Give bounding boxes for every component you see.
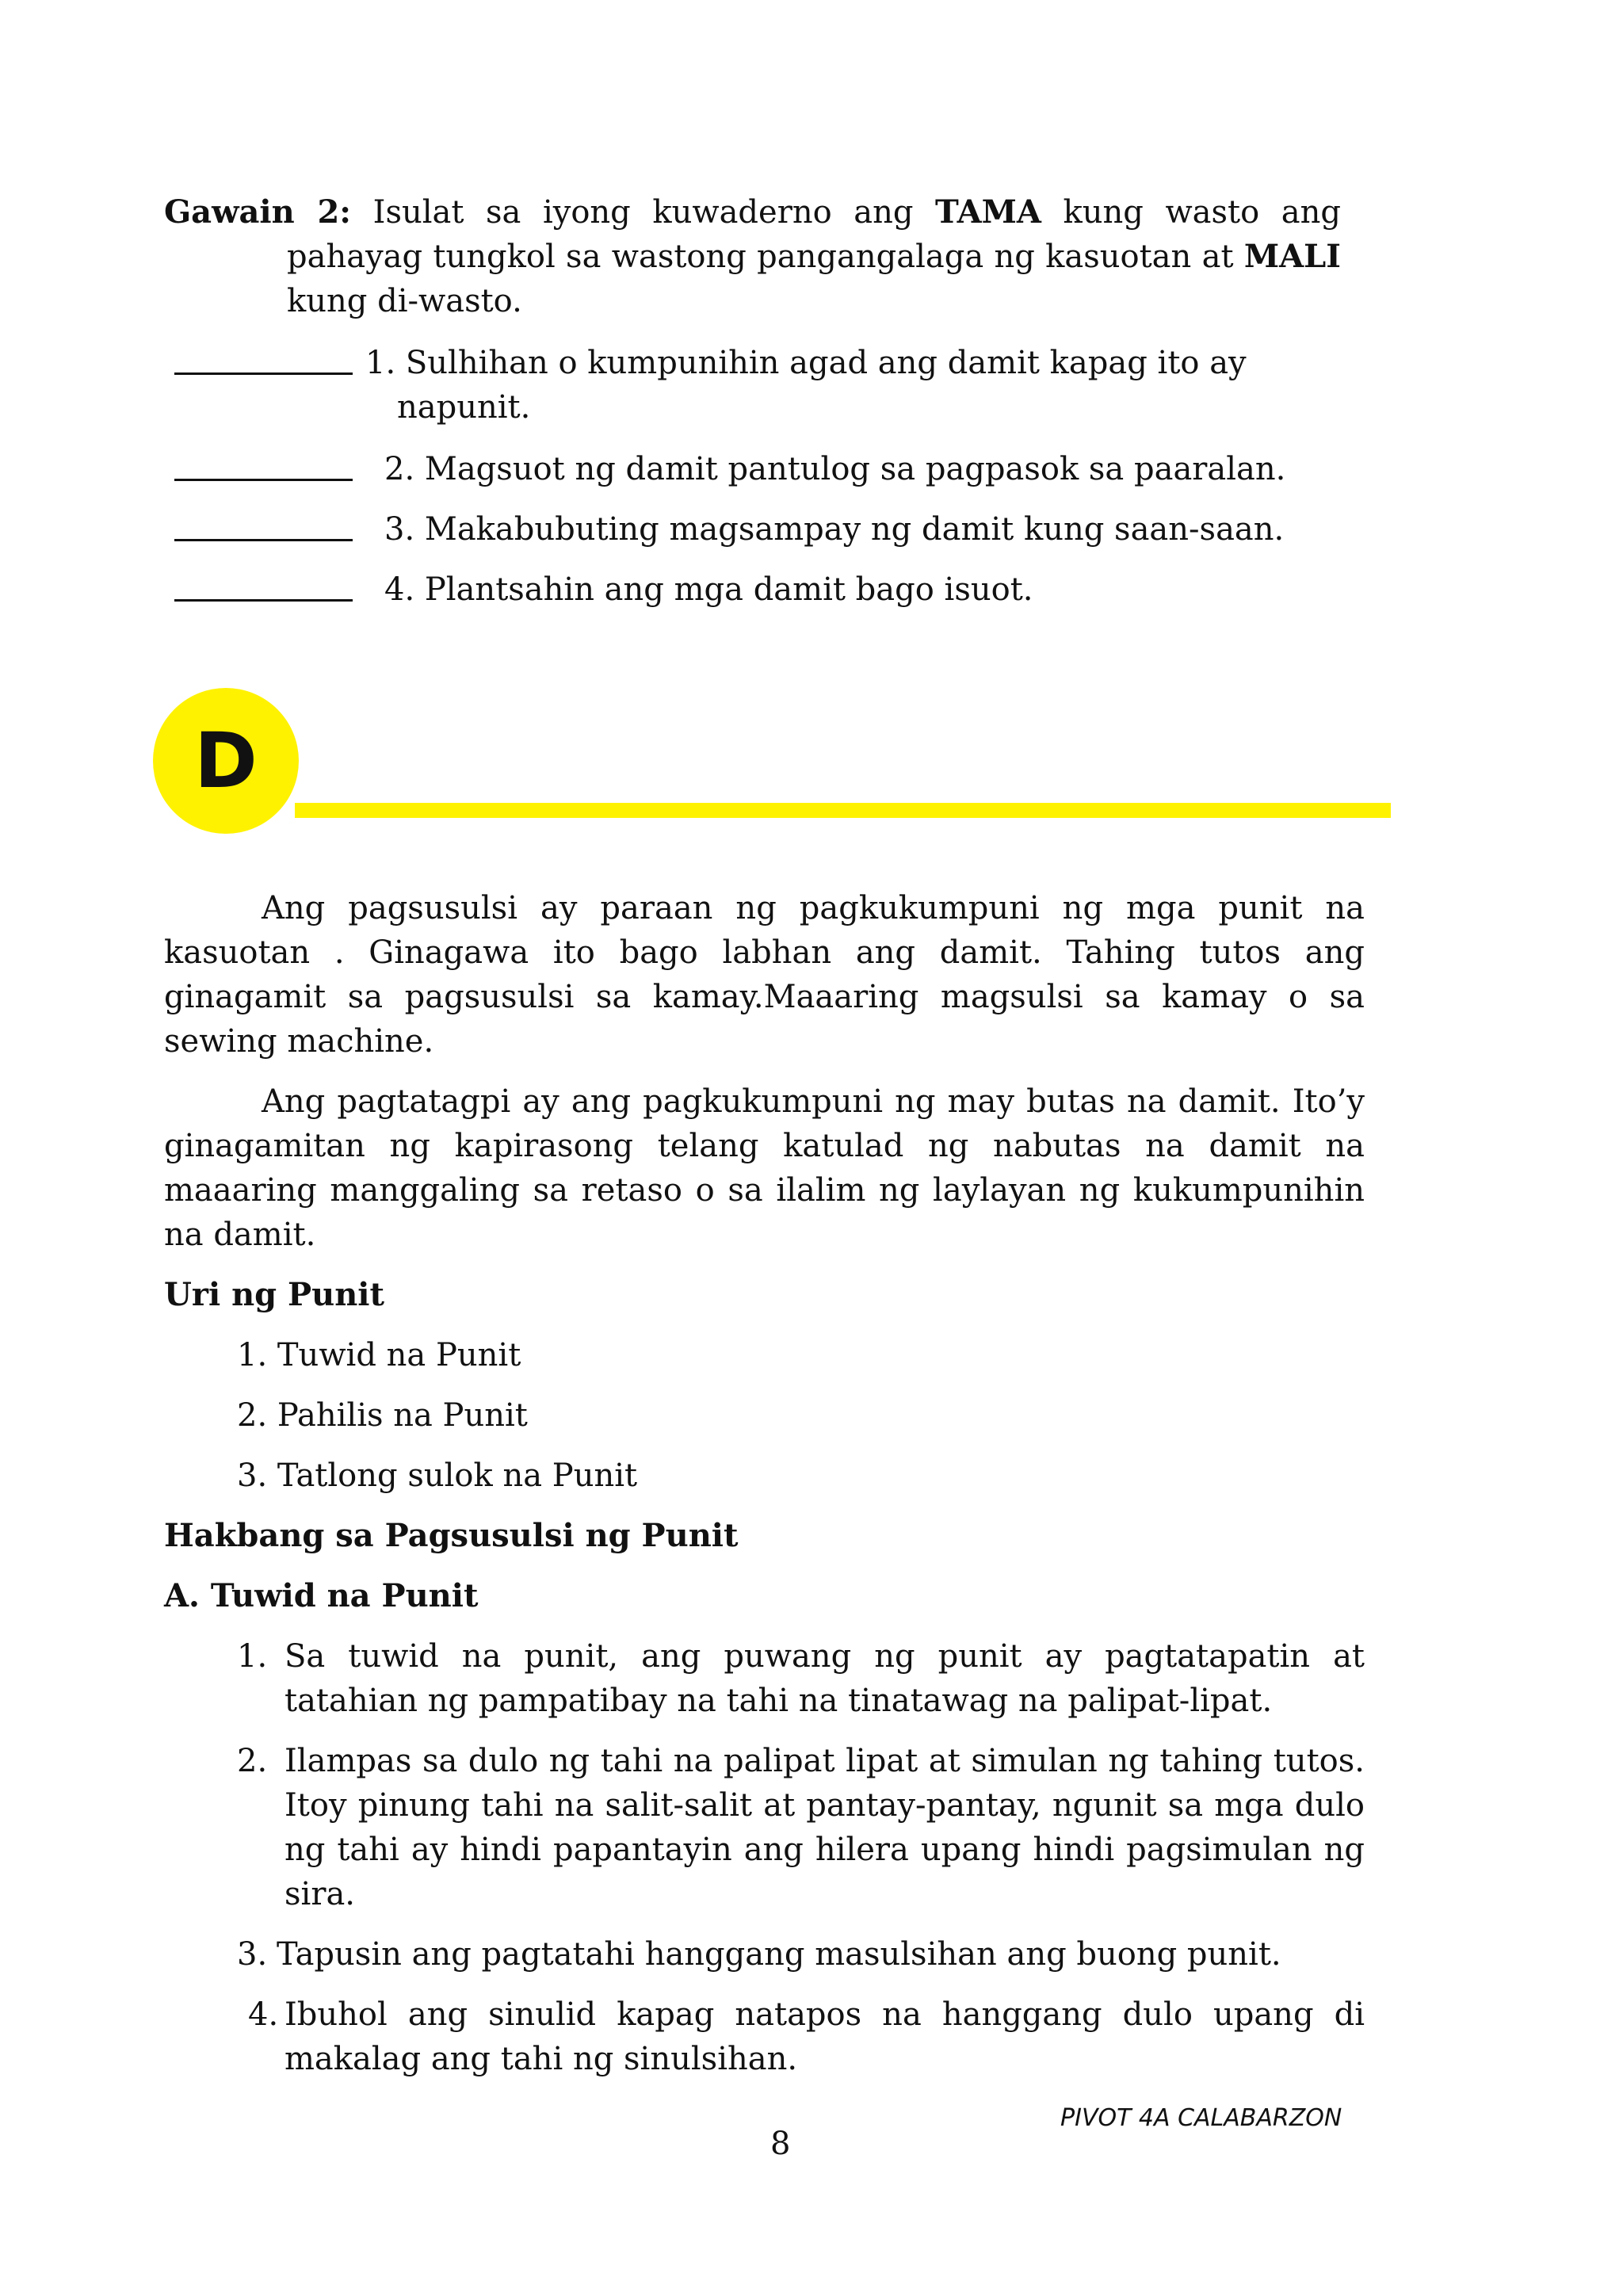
- uri-heading: Uri ng Punit: [164, 1276, 384, 1313]
- steps-list: [164, 1634, 1365, 2081]
- uri-item-1: 1. Tuwid na Punit: [237, 1337, 521, 1373]
- footer-label: PIVOT 4A CALABARZON: [1060, 2104, 1342, 2132]
- statement-1: 1. Sulhihan o kumpunihin agad ang damit kapag ito ay: [365, 345, 1247, 381]
- tama-keyword: TAMA: [935, 193, 1041, 231]
- mali-keyword: MALI: [1243, 238, 1341, 275]
- step-4-text: Ibuhol ang sinulid kapag natapos na hanggang dulo upang di makalag ang tahi ng sinulsihan.: [285, 1996, 1365, 2077]
- step-1: [237, 1634, 1365, 1723]
- step-3-number: 3.: [237, 1936, 268, 1973]
- statement-4: 4. Plantsahin ang mga damit bago isuot.: [384, 571, 1033, 608]
- step-2-text: Ilampas sa dulo ng tahi na palipat lipat at simulan ng tahing tutos. Itoy pinung tahi na salit-salit at pantay-pantay, ngunit sa mga dulo ng tahi ay hindi papantayin ang hilera upang hindi pagsimulan ng sira.: [285, 1743, 1365, 1912]
- activity-text-2: kung wasto ang pahayag tungkol sa wastong pangangalaga ng kasuotan at: [287, 194, 1341, 275]
- statement-2: 2. Magsuot ng damit pantulog sa pagpasok sa paaralan.: [384, 451, 1286, 487]
- step-2-number: 2.: [237, 1743, 268, 1779]
- answer-blank-1[interactable]: [174, 372, 353, 375]
- hakbang-heading: Hakbang sa Pagsusulsi ng Punit: [164, 1517, 739, 1554]
- uri-item-3: 3. Tatlong sulok na Punit: [237, 1457, 638, 1494]
- answer-blank-4[interactable]: [174, 599, 353, 602]
- paragraph-pagsusulsi: Ang pagsusulsi ay paraan ng pagkukumpuni ng mga punit na kasuotan . Ginagawa ito bago labhan ang damit. Tahing tutos ang ginagamit sa pagsusulsi sa kamay.Maaaring magsulsi sa kamay o sa sewing machine.: [164, 890, 1365, 1060]
- uri-item-2: 2. Pahilis na Punit: [237, 1397, 528, 1434]
- step-4: [237, 1992, 1365, 2081]
- answer-blank-2[interactable]: [174, 479, 353, 481]
- hakbang-subheading: A. Tuwid na Punit: [164, 1577, 479, 1614]
- statement-3: 3. Makabubuting magsampay ng damit kung saan-saan.: [384, 511, 1285, 548]
- activity-text-3: kung di-wasto.: [287, 283, 522, 319]
- section-d-underline: [295, 803, 1391, 818]
- activity-text-1: Isulat sa iyong kuwaderno ang: [351, 194, 936, 231]
- step-3: [237, 1932, 1365, 1977]
- activity-paragraph: [164, 190, 1341, 323]
- answer-item-2: [174, 447, 1363, 491]
- step-4-number: 4.: [248, 1996, 279, 2033]
- answer-item-4: [174, 567, 1363, 612]
- step-1-number: 1.: [237, 1638, 268, 1675]
- page-number: 8: [770, 2126, 791, 2162]
- section-d-badge: D: [153, 688, 299, 834]
- paragraph-pagtatagpi: Ang pagtatagpi ay ang pagkukumpuni ng may butas na damit. Ito’y ginagamitan ng kapirasong telang katulad ng nabutas na damit na maaaring manggaling sa retaso o sa ilalim ng laylayan ng kukumpunihin na damit.: [164, 1083, 1365, 1253]
- activity-label: Gawain 2:: [164, 193, 352, 231]
- activity-instructions: [164, 190, 1341, 323]
- step-3-text: Tapusin ang pagtatahi hanggang masulsihan ang buong punit.: [277, 1936, 1281, 1973]
- statement-1-cont: napunit.: [397, 389, 531, 426]
- answer-blank-3[interactable]: [174, 539, 353, 541]
- uri-list: [164, 1333, 1365, 1498]
- step-2: [237, 1739, 1365, 1916]
- answer-item-1: [174, 341, 1363, 430]
- lesson-body: [164, 886, 1365, 2081]
- answer-item-3: [174, 507, 1363, 552]
- step-1-text: Sa tuwid na punit, ang puwang ng punit ay pagtatapatin at tatahian ng pampatibay na tahi na tinatawag na palipat-lipat.: [285, 1638, 1365, 1719]
